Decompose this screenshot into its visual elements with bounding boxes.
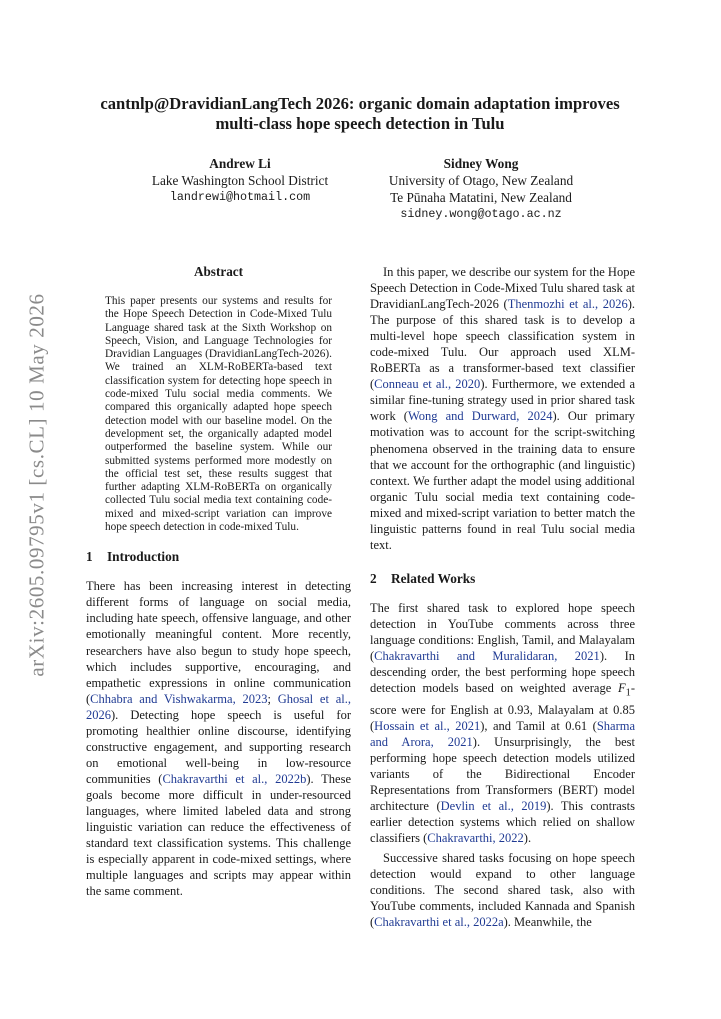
arxiv-id: arXiv:2605.09795v1 [cs.CL] 10 May 2026 [24,293,49,677]
text-run: ). These goals become more difficult in under-resourced languages, where limited labeled data and strong linguistic variation can reduce the effectiveness of standard text classification systems. This challenge is especially apparent in code-mixed settings, where multiple languages and scripts may appear within the same comment. [86,771,351,899]
citation-link[interactable]: Ghosal et al., 2026 [86,691,351,722]
paragraph [370,850,635,930]
text-run: ). In descending order, the best performing hope speech detection models based on weighted average [370,648,635,696]
section-number: 2 [370,570,377,586]
abstract-heading: Abstract [193,264,244,279]
citation-link[interactable]: Wong and Durward, 2024 [407,409,553,424]
left-column [86,264,351,899]
section-heading [370,571,635,587]
f1-subscript: 1 [625,687,631,699]
author-name: Andrew Li [209,156,271,171]
text-run: Successive shared tasks focusing on hope speech detection would expand to other language conditions. The second shared task, also with YouTube comments, included Kannada and Spanish ( [370,851,635,930]
paragraph [370,264,635,553]
paragraph [370,600,635,846]
citation-link[interactable]: Sharma and Arora, 2021 [370,718,635,749]
citation-link[interactable]: Chakravarthi et al., 2022a [374,915,504,930]
author-name: Sidney Wong [443,156,519,171]
text-run: ). Our primary motivation was to account for the script-switching phenomena observed in the training data to ensure that we account for the orthographic (and linguistic) context. We further adapt the model using additional organic Tulu social media text containing code-mixed and mixed-script variation to better match the linguistic patterns found in real Tulu social media text. [370,409,635,552]
citation-link[interactable]: Devlin et al., 2019 [440,798,547,813]
text-run: ; [267,691,278,706]
abstract-text: This paper presents our systems and results for the Hope Speech Detection in Code-Mixed Tulu Language shared task at the Sixth Workshop on Speech, Vision, and Language Technologies for Dravidian Languages (DravidianLangTech-2026). We trained an XLM-RoBERTa-based text classification system for detecting hope speech in code-mixed Tulu social media comments. We compared this organically adapted hope speech detection model with our baseline model. On the development set, the organically adapted model outperformed the baseline system. While our submitted systems performed more modestly on the official test set, these results suggest that further adapting XLM-RoBERTa on organically collected Tulu social media text containing code-mixed and mixed-script variation can improve hope speech detection in code-mixed Tulu. [105,295,332,534]
citation-link[interactable]: Chakravarthi et al., 2022b [162,771,307,786]
author-email[interactable]: sidney.wong@otago.ac.nz [400,207,562,221]
author-email[interactable]: landrewi@hotmail.com [169,190,311,204]
paper-title: cantnlp@DravidianLangTech 2026: organic domain adaptation improves multi-class hope speech detection in Tulu [100,94,620,133]
citation-link[interactable]: Hossain et al., 2021 [374,718,481,733]
text-run: ). Meanwhile, the [503,915,592,930]
citation-link[interactable]: Conneau et al., 2020 [374,377,481,392]
text-run: ). The purpose of this shared task is to develop a multi-level hope speech classification system in code-mixed Tulu. Our approach used XLM-RoBERTa as a transformer-based text classifier ( [370,297,635,392]
text-run: ). [523,831,532,845]
section-title: Introduction [107,549,180,565]
section-heading [86,549,351,565]
right-column [370,264,635,930]
citation-link[interactable]: Chakravarthi and Muralidaran, 2021 [374,648,600,663]
text-run: ). Detecting hope speech is useful for promoting healthier online discourse, identifying constructive engagement, and supporting research on emotional well-being in low-resource communities ( [86,707,351,786]
author-affiliation: University of Otago, New Zealand [388,173,574,188]
f1-symbol: F [617,681,626,696]
text-run: ). Furthermore, we extended a similar fine-tuning strategy used in prior shared task work ( [370,377,635,424]
text-run: The first shared task to explored hope speech detection in YouTube comments across three language conditions: English, Tamil, and Malayalam ( [370,600,635,663]
text-run: ), and Tamil at 0.61 ( [480,718,597,733]
text-run: ). Unsurprisingly, the best performing hope speech detection models utilized variants of the Bidirectional Encoder Representations from Transformers (BERT) model architecture ( [370,734,635,813]
text-run: In this paper, we describe our system for the Hope Speech Detection in Code-Mixed Tulu shared task at DravidianLangTech-2026 ( [370,265,635,312]
arxiv-stamp [22,290,52,680]
section-title: Related Works [391,570,476,586]
text-run: There has been increasing interest in detecting different forms of language on social media, including hate speech, offensive language, and other emotionally meaningful content. More recently, researchers have also begun to study hope speech, which includes supportive, encouraging, and empathetic expressions in online communication ( [86,579,351,706]
author-block [130,155,350,206]
text-run: ). This contrasts earlier detection systems which relied on shallow classifiers ( [370,798,635,845]
author-block [371,155,591,223]
paragraph [86,578,351,899]
author-affiliation: Lake Washington School District [151,173,329,188]
citation-link[interactable]: Thenmozhi et al., 2026 [507,297,628,312]
text-run: -score were for English at 0.93, Malayalam at 0.85 ( [370,681,635,733]
citation-link[interactable]: Chakravarthi, 2022 [427,831,524,845]
author-affiliation: Te Pūnaha Matatini, New Zealand [390,190,572,205]
section-number: 1 [86,549,93,565]
citation-link[interactable]: Chhabra and Vishwakarma, 2023 [90,691,268,706]
